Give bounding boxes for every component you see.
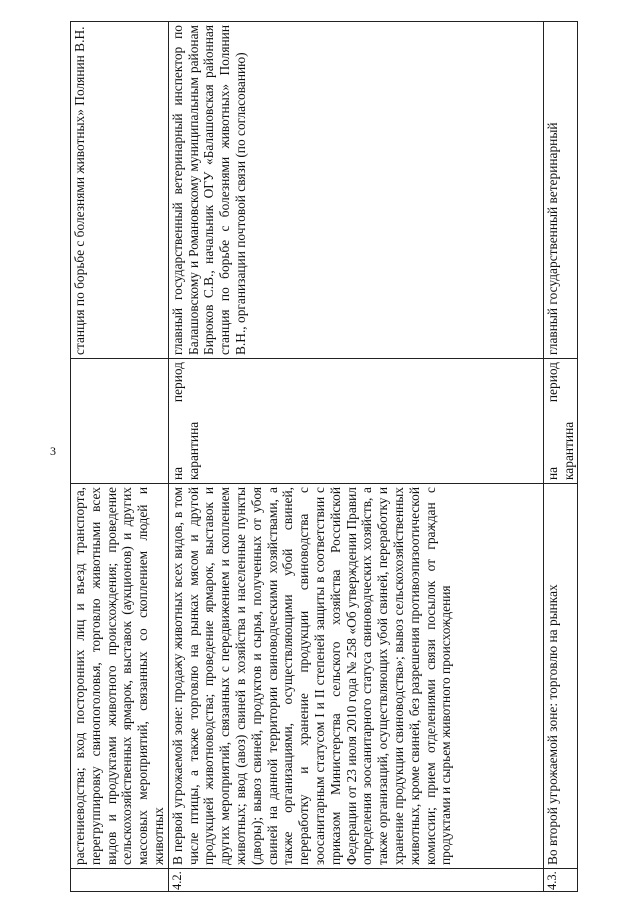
rotated-document-table [70, 22, 590, 892]
row-number [71, 869, 169, 892]
table-row [543, 22, 578, 892]
measure-text: В первой угрожаемой зоне: продажу животных всех видов, в том числе птицы, а также торговлю на рынках мясом и другой продукцией животноводства; проведение ярмарок, выставок и других мероприятий, связанных с передвижением и скоплением животных; ввод (авоз) свиней в хозяйства и населенные пункты (дворы); вывоз свиней, продуктов и сырья, полученных от убоя свиней на данной территории свиноводческими хозяйствами, а также организациями, осуществляющими убой свиней, переработку и хранение продукции свиноводства с зоосанитарным статусом I и II степеней защиты в соответствии с приказом Министерства сельского хозяйства Российской Федерации от 23 июля 2010 года № 258 «Об утверждении Правил определения зоосанитарного статуса свиноводческих хозяйств, а также организаций, осуществляющих убой свиней, переработку и хранение продукции свиноводства»; вывоз сельскохозяйственных животных, кроме свиней, без разрешения противоэпизоотической комиссии; прием отделениями связи посылок от граждан с продуктами и сырьем животного происхождения [168, 484, 543, 869]
period-text: на период карантина [543, 359, 578, 484]
measure-text: растениеводства; вход посторонних лиц и въезд транспорта, перегруппировку свинопоголовья, торговлю животными всех видов и продуктами животного происхождения; проведение сельскохозяйственных ярмарок, выставок (аукционов) и других массовых мероприятий, связанных со скоплением людей и животных [71, 484, 169, 869]
period-text: на период карантина [168, 359, 543, 484]
responsible-text: главный государственный ветеринарный инспектор по Балашовскому и Романовскому муниципальным районам Бирюков С.В., начальник ОГУ «Балашовская районная станция по борьбе с болезнями животных» Полянин В.Н., организации почтовой связи (по согласованию) [168, 22, 543, 359]
row-number: 4.2. [168, 869, 543, 892]
responsible-text: станция по борьбе с болезнями животных» Полянин В.Н. [71, 22, 169, 359]
responsible-text: главный государственный ветеринарный [543, 22, 578, 359]
page-number: 3 [50, 444, 56, 458]
measures-table [70, 21, 578, 892]
measure-text: Во второй угрожаемой зоне: торговлю на рынках [543, 484, 578, 869]
period-text [71, 359, 169, 484]
table-row [71, 22, 169, 892]
table-row [168, 22, 543, 892]
row-number: 4.3. [543, 869, 578, 892]
